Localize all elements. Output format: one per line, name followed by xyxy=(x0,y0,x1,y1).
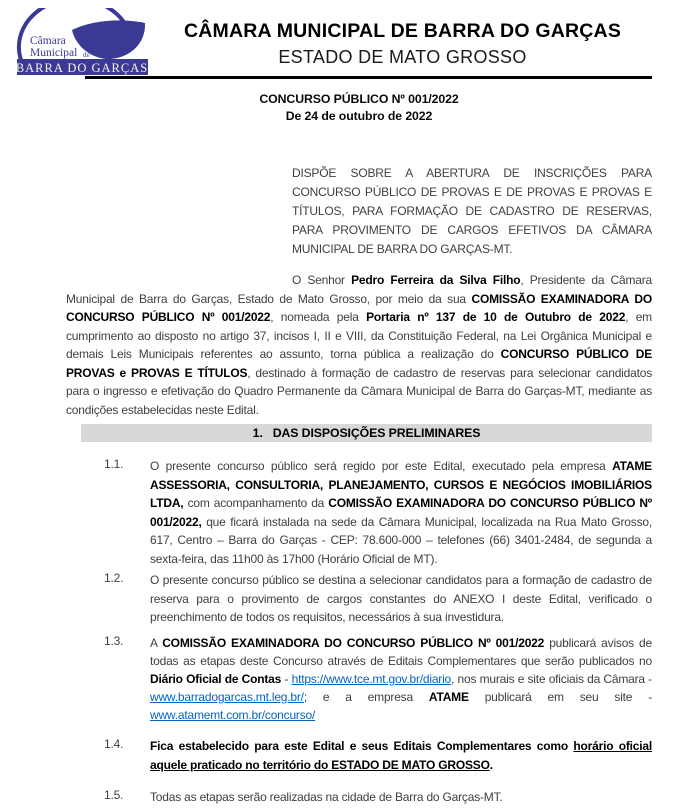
bold-text: COMISSÃO EXAMINADORA DO CONCURSO PÚBLICO Nº 001/2022 xyxy=(66,291,652,324)
section-number: 1. xyxy=(252,426,263,440)
hyperlink[interactable]: https://www.tce.mt.gov.br/diario xyxy=(291,672,452,686)
section-1-heading xyxy=(81,424,652,442)
text-run: ; e a empresa xyxy=(303,690,429,704)
text-run: O presente concurso público será regido por este Edital, executado pela empresa xyxy=(150,459,613,473)
bold-text: horário oficial aquele praticado no território do ESTADO DE MATO GROSSO xyxy=(150,739,652,772)
intro-paragraph xyxy=(66,271,652,419)
item-number: 1.2. xyxy=(104,571,124,585)
text-run: publicará avisos de todas as etapas deste Concurso através de Editais Complementares que serão publicados no xyxy=(150,636,652,668)
hyperlink[interactable]: www.atamemt.com.br/concurso/ xyxy=(150,708,316,722)
text-run: - xyxy=(281,672,292,686)
item-text xyxy=(150,788,652,807)
bold-text: ATAME xyxy=(428,690,469,704)
text-run: que ficará instalada na sede da Câmara Municipal, localizada na Rua Mato Grosso, 617, Centro – Barra do Garças - CEP: 78.600-000 – telefones (66) 3401-2484, de segunda a sexta-feira, das 11h00 às 17h00 (Horário Oficial de MT). xyxy=(150,514,652,566)
item-number: 1.4. xyxy=(104,737,124,751)
text-run: com acompanhamento da xyxy=(183,496,329,510)
text-run: , nos murais e site oficiais da Câmara - xyxy=(451,672,652,686)
item-text xyxy=(150,634,652,724)
text-run: O Senhor xyxy=(292,273,352,287)
text-run: publicará em seu site - xyxy=(468,690,652,704)
logo-text-de: de xyxy=(83,51,90,59)
letterhead xyxy=(150,18,655,70)
logo-text-camara: Câmara xyxy=(30,35,66,47)
doc-title-line1: CONCURSO PÚBLICO Nº 001/2022 xyxy=(259,92,459,106)
bold-text: Portaria nº 137 de 10 de Outubro de 2022 xyxy=(366,310,626,324)
bold-text: Diário Oficial de Contas xyxy=(150,672,282,686)
hyperlink[interactable]: www.barradogarcas.mt.leg.br/ xyxy=(150,690,304,704)
logo-banner-text: BARRA DO GARÇAS xyxy=(16,61,149,75)
bold-text: ATAME ASSESSORIA, CONSULTORIA, PLANEJAMENTO, CURSOS E NEGÓCIOS IMOBILIÁRIOS LTDA, xyxy=(150,459,652,510)
item-1-3 xyxy=(104,634,652,724)
org-subtitle: ESTADO DE MATO GROSSO xyxy=(278,47,527,67)
bold-text: . xyxy=(489,757,493,772)
item-text xyxy=(150,737,652,774)
header-divider xyxy=(85,76,652,79)
item-1-1 xyxy=(104,457,652,568)
text-run: , destinado à formação de cadastro de reservas para selecionar candidatos para o ingresso e efetivação do Quadro Permanente da Câmara Municipal de Barra do Garças-MT, mediante as condições estabelecidas neste Edital. xyxy=(66,365,652,417)
bold-text: COMISSÃO EXAMINADORA DO CONCURSO PÚBLICO Nº 001/2022, xyxy=(150,496,652,529)
item-1-2 xyxy=(104,571,652,627)
org-title: CÂMARA MUNICIPAL DE BARRA DO GARÇAS xyxy=(183,20,622,42)
item-number: 1.3. xyxy=(104,634,124,648)
camara-logo xyxy=(16,8,150,76)
item-text xyxy=(150,457,652,568)
logo-text-municipal: Municipal xyxy=(30,47,78,59)
bold-text: Fica estabelecido para este Edital e seus Editais Complementares como xyxy=(150,739,574,753)
item-text xyxy=(150,571,652,627)
bold-text: CONCURSO PÚBLICO DE PROVAS e PROVAS E TÍTULOS xyxy=(66,347,653,380)
preamble-paragraph: DISPÕE SOBRE A ABERTURA DE INSCRIÇÕES PARA CONCURSO PÚBLICO DE PROVAS E DE PROVAS E PROVAS E TÍTULOS, PARA FORMAÇÃO DE CADASTRO DE RESERVAS, PARA PROVIMENTO DE CARGOS EFETIVOS DA CÂMARA MUNICIPAL DE BARRA DO GARÇAS-MT. xyxy=(292,166,652,256)
item-number: 1.1. xyxy=(104,457,124,471)
text-run: , nomeada pela xyxy=(270,310,367,324)
text-run: Todas as etapas serão realizadas na cidade de Barra do Garças-MT. xyxy=(150,790,503,804)
item-number: 1.5. xyxy=(104,788,124,802)
item-1-5 xyxy=(104,788,652,807)
item-1-4 xyxy=(104,737,652,774)
bold-text: Pedro Ferreira da Silva Filho xyxy=(351,273,521,287)
document-title xyxy=(66,91,652,125)
text-run: A xyxy=(150,636,163,650)
text-run: , em cumprimento ao disposto no artigo 37, incisos I, II e VIII, da Constituição Federal, na Lei Orgânica Municipal e demais Leis Municipais referentes ao assunto, torna pública a realização do xyxy=(66,310,652,361)
text-run: , Presidente da Câmara Municipal de Barra do Garças, Estado de Mato Grosso, por meio da sua xyxy=(66,273,652,306)
bold-text: COMISSÃO EXAMINADORA DO CONCURSO PÚBLICO Nº 001/2022 xyxy=(162,636,545,650)
section-title: DAS DISPOSIÇÕES PRELIMINARES xyxy=(272,426,481,440)
doc-title-line2: De 24 de outubro de 2022 xyxy=(285,109,433,123)
text-run: O presente concurso público se destina a selecionar candidatos para a formação de cadastro de reserva para o provimento de cargos constantes do ANEXO I deste Edital, verificado o preenchimento de todos os requisitos, necessários à sua investidura. xyxy=(150,573,652,624)
